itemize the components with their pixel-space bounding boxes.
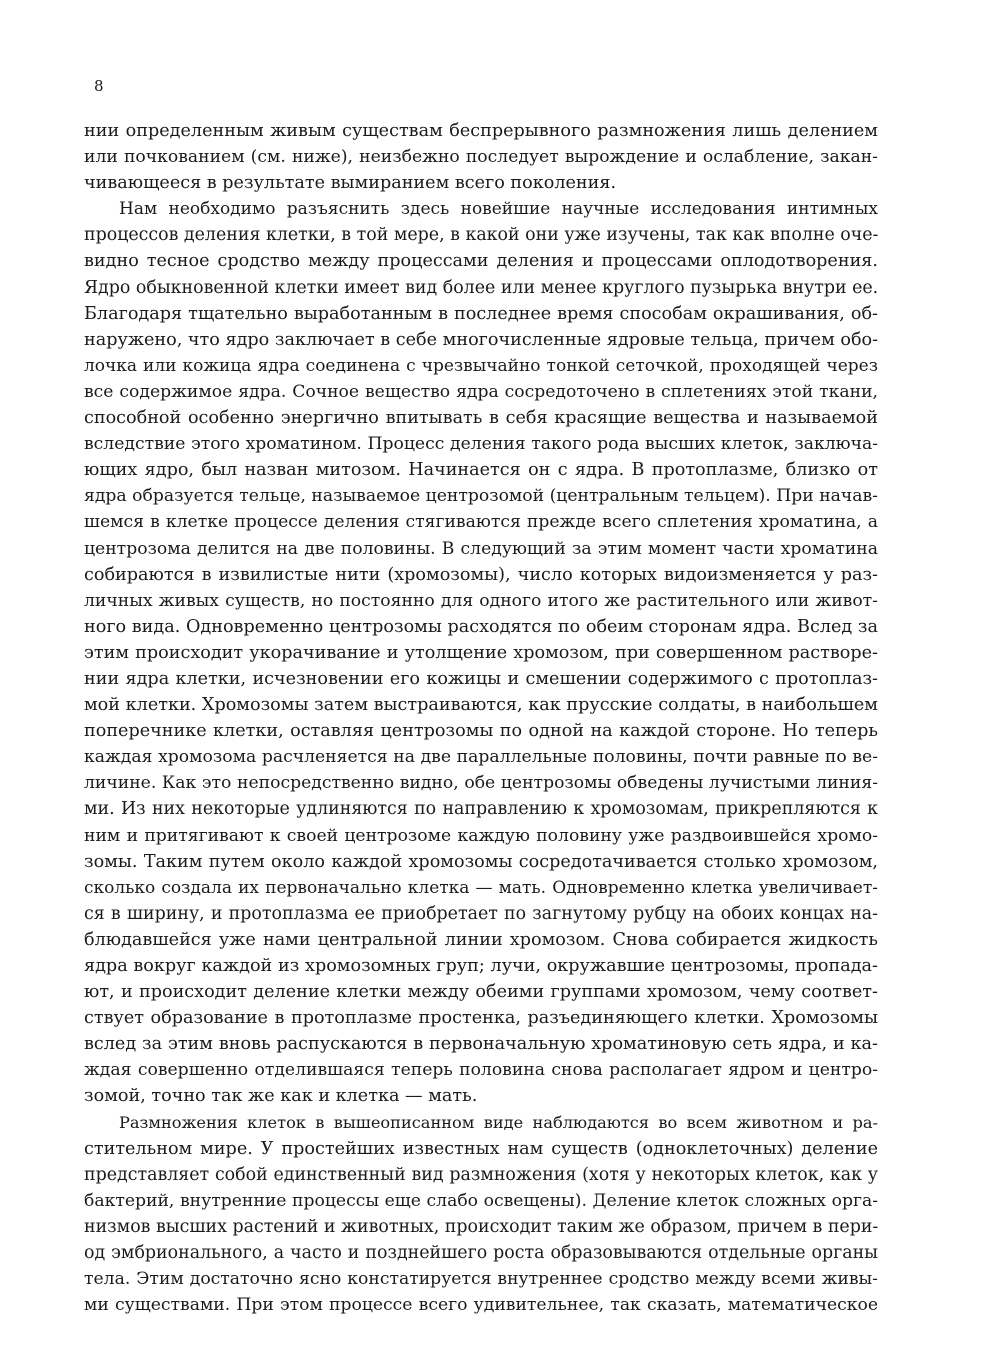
text-line: ся в ширину, и протоплазма ее приобретает по загнутому рубцу на обоих концах на- <box>84 903 878 924</box>
text-line: ядра вокруг каждой из хромозомных груп; лучи, окружавшие центрозомы, пропада- <box>84 956 878 976</box>
text-line: ждая совершенно отделившаяся теперь половина снова располагает ядром и центро- <box>84 1060 878 1081</box>
text-line: поперечнике клетки, оставляя центрозомы по одной на каждой стороне. Но теперь <box>84 721 878 742</box>
text-line: чивающееся в результате вымиранием всего поколения. <box>84 173 617 194</box>
text-line: или почкованием (см. ниже), неизбежно последует вырождение и ослабление, закан- <box>84 147 878 168</box>
text-line: центрозома делится на две половины. В следующий за этим момент части хроматина <box>84 538 878 559</box>
text-line: ним и притягивают к своей центрозоме каждую половину уже раздвоившейся хромо- <box>84 825 878 846</box>
text-line: тела. Этим достаточно ясно констатируется внутреннее сродство между всеми живы- <box>84 1269 878 1290</box>
text-line: все содержимое ядра. Сочное вещество ядра сосредоточено в сплетениях этой ткани, <box>84 381 878 402</box>
text-line: стительном мире. У простейших известных нам существ (одноклеточных) деление <box>84 1138 878 1159</box>
text-line: способной особенно энергично впитывать в себя красящие вещества и называемой <box>84 408 878 429</box>
text-line: личных живых существ, но постоянно для одного итого же растительного или живот- <box>84 590 878 611</box>
text-line: каждая хромозома расчленяется на две параллельные половины, почти равные по ве- <box>84 747 878 768</box>
text-line: зомы. Таким путем около каждой хромозомы сосредотачивается столько хромозом, <box>84 851 878 872</box>
text-line: представляет собой единственный вид размножения (хотя у некоторых клеток, как у <box>84 1164 878 1185</box>
body-text <box>84 118 878 1318</box>
text-line: ют, и происходит деление клетки между обеими группами хромозом, чему соответ- <box>84 982 878 1003</box>
text-line: сколько создала их первоначально клетка — мать. Одновременно клетка увеличивает- <box>84 877 878 898</box>
text-line: вследствие этого хроматином. Процесс деления такого рода высших клеток, заключа- <box>84 434 878 455</box>
text-line: ющих ядро, был назван митозом. Начинается он с ядра. В протоплазме, близко от <box>84 460 878 481</box>
text-line: нии ядра клетки, исчезновении его кожицы и смешении содержимого с протоплаз- <box>84 668 878 689</box>
text-line: мой клетки. Хромозомы затем выстраиваются, как прусские солдаты, в наибольшем <box>84 695 878 716</box>
text-line: ствует образование в протоплазме простенка, разъединяющего клетки. Хромозомы <box>84 1008 878 1029</box>
text-line: Ядро обыкновенной клетки имеет вид более или менее круглого пузырька внутри ее. <box>84 277 879 298</box>
text-line: Нам необходимо разъяснить здесь новейшие научные исследования интимных <box>119 199 878 220</box>
text-line: бактерий, внутренние процессы еще слабо освещены). Деление клеток сложных орга- <box>84 1190 878 1211</box>
text-line: вслед за этим вновь распускаются в первоначальную хроматиновую сеть ядра, и ка- <box>84 1034 878 1055</box>
text-line: шемся в клетке процессе деления стягиваются прежде всего сплетения хроматина, а <box>84 512 878 533</box>
text-line: ми существами. При этом процессе всего удивительнее, так сказать, математическое <box>84 1295 878 1316</box>
text-line: ядра образуется тельце, называемое центрозомой (центральным тельцем). При начав- <box>84 486 878 507</box>
text-line: блюдавшейся уже нами центральной линии хромозом. Снова собирается жидкость <box>84 929 878 950</box>
text-line: процессов деления клетки, в той мере, в какой они уже изучены, так как вполне оче- <box>84 225 879 246</box>
page-number: 8 <box>94 77 104 95</box>
text-line: личине. Как это непосредственно видно, обе центрозомы обведены лучистыми линия- <box>84 773 878 794</box>
text-line: ного вида. Одновременно центрозомы расходятся по обеим сторонам ядра. Вслед за <box>84 616 878 637</box>
text-line: од эмбрионального, а часто и позднейшего роста образовываются отдельные органы <box>84 1243 878 1264</box>
text-line: наружено, что ядро заключает в себе многочисленные ядровые тельца, причем обо- <box>84 329 879 350</box>
text-line: собираются в извилистые нити (хромозомы), число которых видоизменяется у раз- <box>84 564 878 585</box>
text-line: нии определенным живым существам беспрерывного размножения лишь делением <box>84 121 878 141</box>
text-line: видно тесное сродство между процессами деления и процессами оплодотворения. <box>84 251 878 272</box>
text-line: низмов высших растений и животных, происходит таким же образом, причем в пери- <box>84 1216 879 1237</box>
text-line: Размножения клеток в вышеописанном виде наблюдаются во всем животном и ра- <box>119 1112 878 1132</box>
text-line: этим происходит укорачивание и утолщение хромозом, при совершенном растворе- <box>84 642 878 663</box>
text-line: Благодаря тщательно выработанным в последнее время способам окрашивания, об- <box>84 303 878 324</box>
text-line: зомой, точно так же как и клетка — мать. <box>84 1086 478 1107</box>
text-line: ми. Из них некоторые удлиняются по направлению к хромозомам, прикрепляются к <box>84 799 878 820</box>
text-line: лочка или кожица ядра соединена с чрезвычайно тонкой сеточкой, проходящей через <box>84 355 878 376</box>
